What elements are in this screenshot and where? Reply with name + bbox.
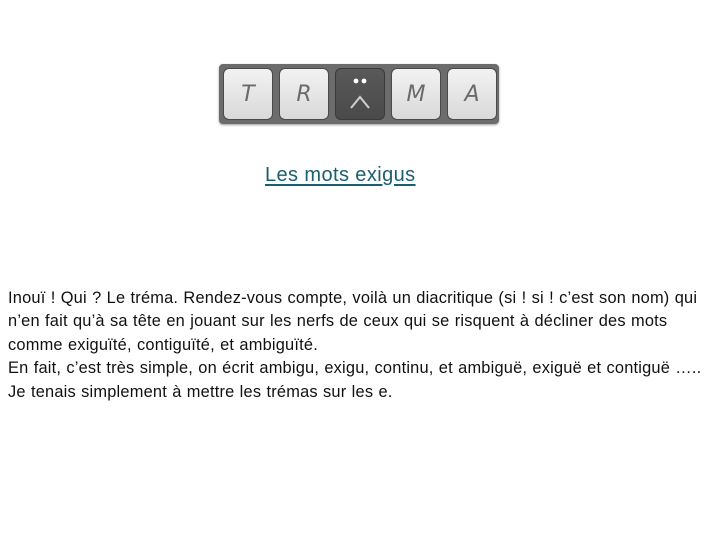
paragraph-trema-intro: Inouï ! Qui ? Le tréma. Rendez-vous compte, voilà un diacritique (si ! si ! c’est son nom) qui n’en fait qu’à sa tête en jouant sur les nerfs de ceux qui se risquent à décliner des mots comme exiguïté, contiguïté, et ambiguïté.: [8, 289, 698, 354]
paragraph-trema-rule: En fait, c’est très simple, on écrit ambigu, exigu, continu, et ambiguë, exiguë et contiguë …..: [8, 359, 702, 378]
title-link[interactable]: Les mots exigus: [265, 164, 416, 186]
logo-tile-r: [279, 68, 329, 120]
logo-tile-trema: [335, 68, 385, 120]
trema-diacritic-icon: [340, 72, 380, 116]
body-text: [8, 287, 712, 404]
logo-tile-t: [223, 68, 273, 120]
trema-logo: [219, 64, 499, 124]
logo-tile-a: [447, 68, 497, 120]
logo-letter-t: T: [241, 81, 255, 107]
logo-letter-a: A: [464, 81, 480, 107]
logo-tile-m: [391, 68, 441, 120]
logo-letter-r: R: [296, 81, 312, 107]
logo-letter-m: M: [406, 81, 426, 107]
paragraph-trema-conclusion: Je tenais simplement à mettre les trémas sur les e.: [8, 382, 393, 401]
